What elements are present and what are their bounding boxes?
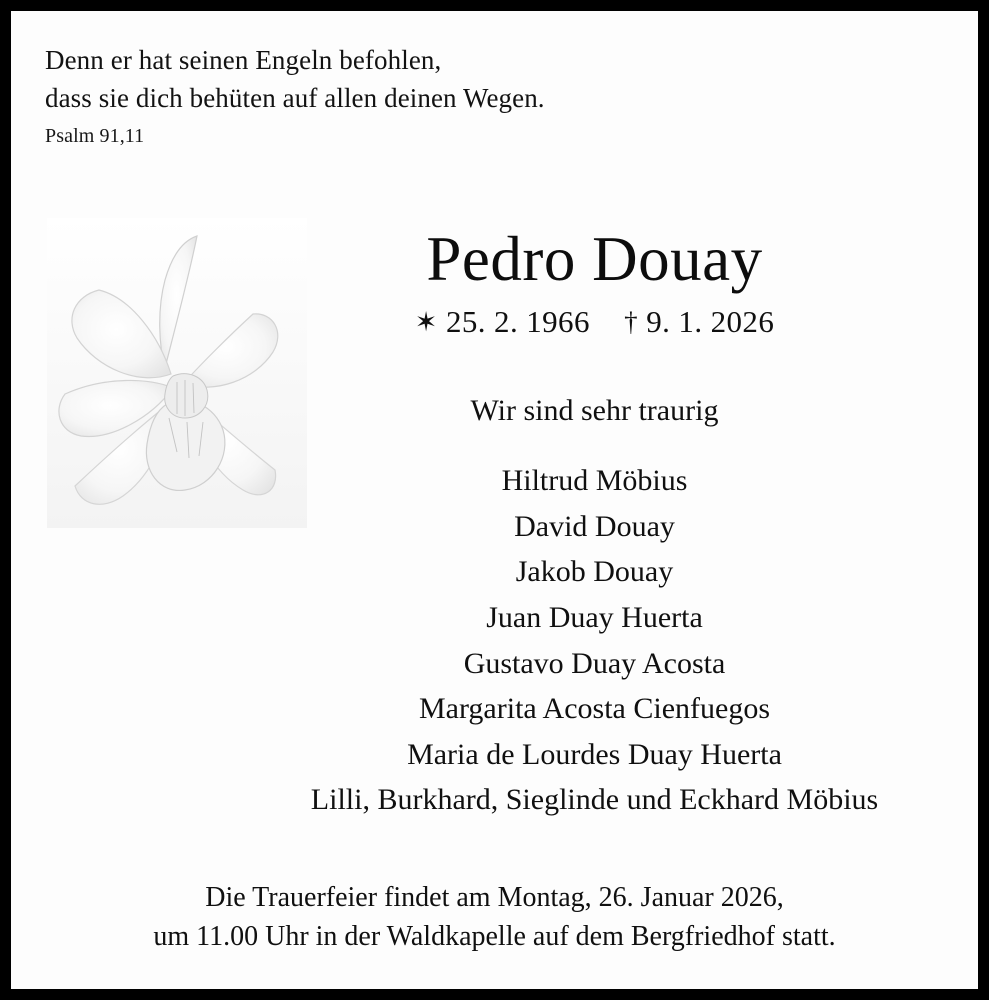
service-line-2: um 11.00 Uhr in der Waldkapelle auf dem Bergfriedhof statt.: [153, 921, 836, 953]
list-item: Juan Duay Huerta: [486, 600, 703, 634]
list-item: Lilli, Burkhard, Sieglinde und Eckhard Möbius: [310, 783, 879, 817]
birth-date: 25. 2. 1966: [445, 304, 590, 340]
list-item: Margarita Acosta Cienfuegos: [418, 692, 771, 726]
cross-symbol-icon: †: [624, 307, 639, 338]
verse-line-1: Denn er hat seinen Engeln befohlen,: [45, 45, 442, 75]
verse-reference: Psalm 91,11: [45, 124, 145, 147]
list-item: David Douay: [514, 509, 675, 543]
life-dates: [245, 304, 944, 340]
scripture-verse: [45, 41, 944, 150]
mourning-message: Wir sind sehr traurig: [470, 394, 719, 428]
list-item: Hiltrud Möbius: [501, 464, 688, 498]
list-item: Gustavo Duay Acosta: [463, 646, 726, 680]
service-details: [45, 878, 944, 958]
orchid-flower-icon: [47, 218, 307, 528]
deceased-name: Pedro Douay: [426, 224, 763, 295]
list-item: Jakob Douay: [515, 555, 674, 589]
verse-line-2: dass sie dich behüten auf allen deinen Wegen.: [45, 83, 545, 114]
list-item: Maria de Lourdes Duay Huerta: [407, 737, 782, 771]
birth-symbol-icon: ✶: [414, 307, 438, 338]
death-date: 9. 1. 2026: [646, 304, 775, 340]
notice-inner: [11, 11, 978, 989]
service-line-1: Die Trauerfeier findet am Montag, 26. Januar 2026,: [205, 881, 784, 913]
